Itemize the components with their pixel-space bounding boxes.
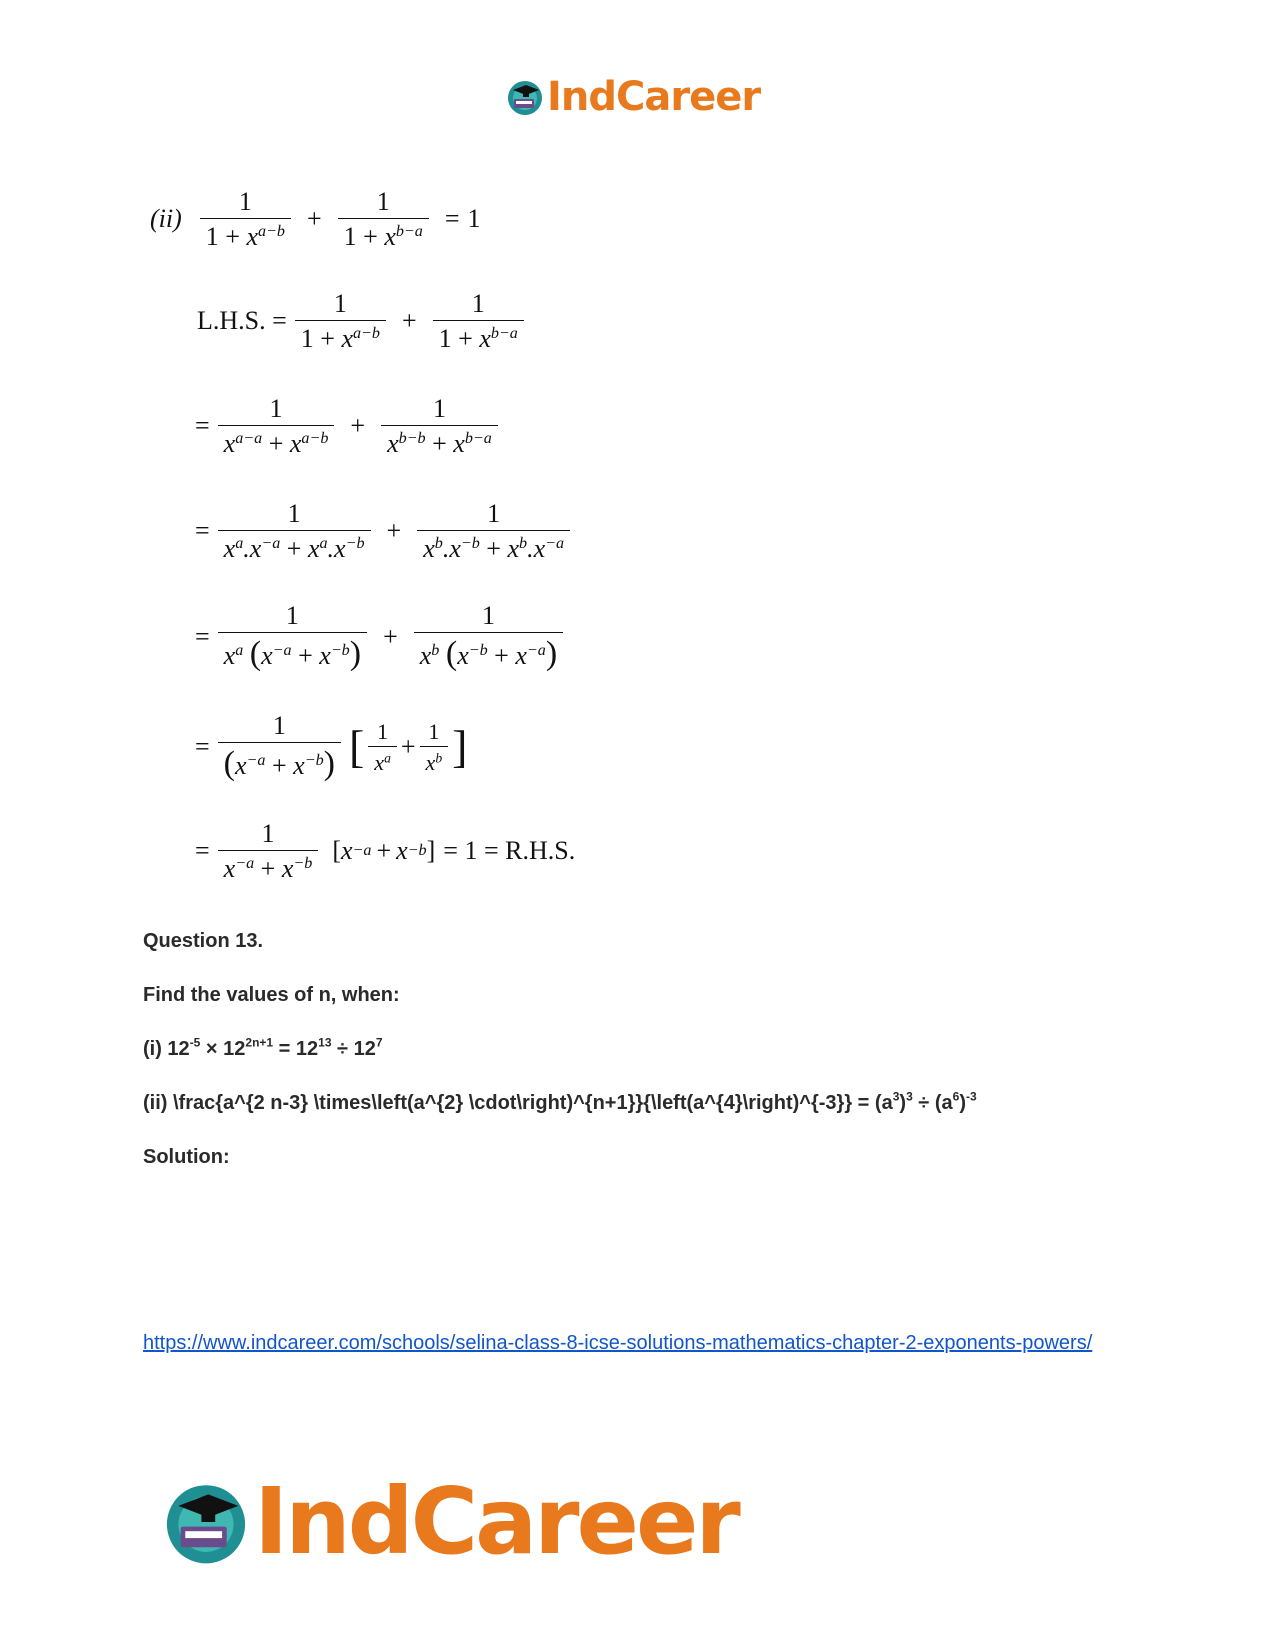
footer-logo: [160, 1468, 738, 1575]
graduation-book-icon: [160, 1476, 252, 1568]
question-part-i: (i) $12^{-5} \times 12^{2n+1} = 12^{13} \div 12^7$: [143, 1035, 383, 1060]
step-6: = $\frac{1}{x^{-a} + x^{-b}}$ [ x −a + x −b ] = 1 = R.H.S.: [195, 819, 576, 884]
source-link[interactable]: https://www.indcareer.com/schools/selina-class-8-icse-solutions-mathematics-chapter-2-exponents-powers/: [143, 1332, 1093, 1354]
lhs-line: L.H.S. = $\frac{1}{1 + x^{a-b}}$ + $\frac{1}{1 + x^{b-a}}$: [197, 290, 532, 353]
fraction: $\frac{1}{1 + x^{a-b}}$: [200, 188, 291, 251]
question-part-ii: (ii) \frac{a^{2 n-3} \times\left(a^{2} \cdot\right)^{n+1}}{\left(a^{4}\right)^{-3}} = $(a^3)^3 \div (a^6)^{-3}$: [143, 1089, 977, 1114]
step-3: = $\frac{1}{x^a.x^{-a} + x^a.x^{-b}}$ + $\frac{1}{x^b.x^{-b} + x^b.x^{-a}}$: [195, 500, 578, 563]
brand-name: IndCareer: [547, 74, 761, 120]
step-2: = $\frac{1}{x^{a-a} + x^{a-b}}$ + $\frac{1}{x^{b-b} + x^{b-a}}$: [195, 395, 506, 458]
identity-statement: (ii) $\frac{1}{1 + x^{a-b}}$ + $\frac{1}{1 + x^{b-a}}$ = 1: [150, 187, 481, 252]
step-4: = $\frac{1}{x^a (x^{-a} + x^{-b})}$ + $\frac{1}{x^b (x^{-b} + x^{-a})}$: [195, 602, 571, 671]
solution-label: Solution:: [143, 1146, 230, 1168]
fraction: $\frac{1}{1 + x^{b-a}}$: [338, 188, 429, 251]
question-title: Question 13.: [143, 930, 264, 952]
question-prompt: Find the values of n, when:: [143, 984, 400, 1006]
step-5: = $\frac{1}{(x^{-a} + x^{-b})}$ [ $\frac{1}{x^a}$ + $\frac{1}{x^b}$ ]: [195, 711, 468, 783]
brand-name: IndCareer: [254, 1468, 738, 1575]
graduation-book-icon: [505, 77, 545, 117]
part-label: (ii): [150, 204, 182, 234]
header-logo: [505, 74, 760, 120]
